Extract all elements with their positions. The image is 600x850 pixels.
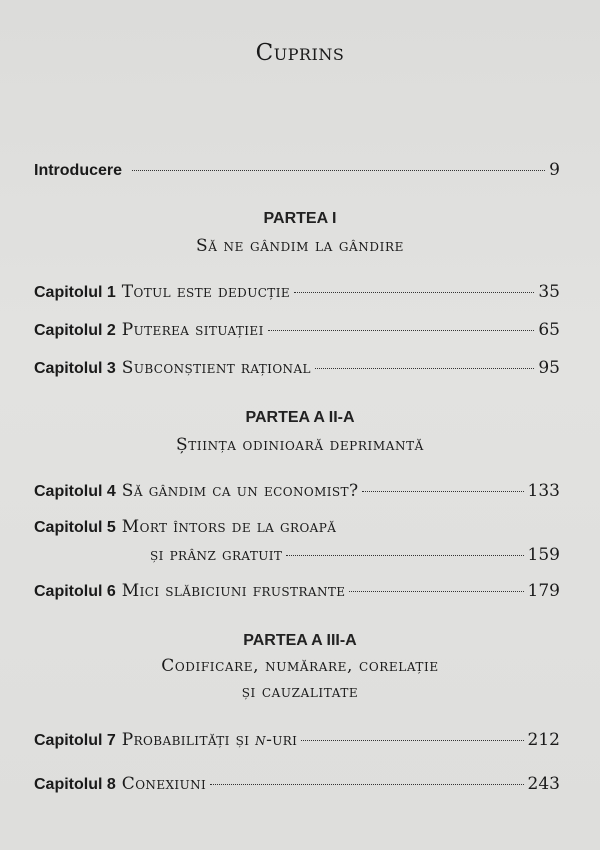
dot-leader bbox=[286, 555, 523, 556]
toc-entry-chapter-4 bbox=[34, 481, 560, 501]
toc-entry-intro bbox=[34, 160, 560, 180]
page-number: 133 bbox=[527, 481, 560, 501]
intro-label: Introducere bbox=[34, 162, 123, 179]
chapter-label: Capitolul 6 bbox=[34, 583, 116, 600]
chapter-title: Subconștient rațional bbox=[121, 358, 311, 378]
page-number: 179 bbox=[527, 581, 560, 601]
chapter-title: Conexiuni bbox=[121, 774, 207, 794]
chapter-title: Să gândim ca un economist? bbox=[121, 481, 359, 501]
chapter-title-post: -uri bbox=[266, 730, 298, 750]
chapter-label: Capitolul 7 bbox=[34, 732, 116, 749]
chapter-title-italic: n bbox=[255, 730, 267, 750]
dot-leader bbox=[132, 170, 545, 171]
dot-leader bbox=[301, 740, 523, 741]
chapter-title bbox=[122, 730, 298, 750]
chapter-title: Totul este deducție bbox=[121, 282, 290, 302]
toc-entry-chapter-8 bbox=[34, 774, 560, 794]
chapter-label: Capitolul 2 bbox=[34, 322, 116, 339]
chapter-title-line-1: Mort întors de la groapă bbox=[121, 517, 337, 537]
part-2-label: PARTEA A II-A bbox=[245, 409, 355, 426]
page-title: Cuprins bbox=[255, 40, 345, 66]
chapter-label: Capitolul 1 bbox=[34, 284, 116, 301]
page-number: 95 bbox=[538, 358, 560, 378]
page-number: 212 bbox=[527, 730, 560, 750]
chapter-label: Capitolul 8 bbox=[34, 776, 116, 793]
chapter-label: Capitolul 5 bbox=[34, 519, 116, 536]
chapter-label: Capitolul 4 bbox=[34, 483, 116, 500]
part-3-label: PARTEA A III-A bbox=[243, 632, 357, 649]
chapter-title: Puterea situației bbox=[121, 320, 264, 340]
toc-entry-chapter-5-continued bbox=[150, 545, 560, 565]
chapter-title-line-2: și prânz gratuit bbox=[150, 545, 283, 565]
page-number: 9 bbox=[549, 160, 560, 180]
page-number: 65 bbox=[538, 320, 560, 340]
toc-entry-chapter-6 bbox=[34, 581, 560, 601]
part-1-title: Să ne gândim la gândire bbox=[196, 236, 404, 256]
part-3-title-line-2: și cauzalitate bbox=[241, 682, 359, 702]
toc-entry-chapter-1 bbox=[34, 282, 560, 302]
dot-leader bbox=[315, 368, 534, 369]
chapter-title-pre: Probabilități și bbox=[121, 730, 256, 750]
show-through-text: ⠀ bbox=[380, 2, 391, 18]
chapter-label: Capitolul 3 bbox=[34, 360, 116, 377]
toc-entry-chapter-5 bbox=[34, 517, 560, 537]
toc-entry-chapter-7 bbox=[34, 730, 560, 750]
part-3-title-line-1: Codificare, numărare, corelație bbox=[161, 656, 439, 676]
dot-leader bbox=[268, 330, 535, 331]
part-2-title: Știința odinioară deprimantă bbox=[176, 435, 424, 455]
part-1-label: PARTEA I bbox=[263, 210, 337, 227]
chapter-title: Mici slăbiciuni frustrante bbox=[121, 581, 346, 601]
dot-leader bbox=[210, 784, 523, 785]
toc-entry-chapter-3 bbox=[34, 358, 560, 378]
toc-entry-chapter-2 bbox=[34, 320, 560, 340]
dot-leader bbox=[362, 491, 523, 492]
page-number: 159 bbox=[527, 545, 560, 565]
dot-leader bbox=[294, 292, 534, 293]
dot-leader bbox=[349, 591, 523, 592]
page-number: 243 bbox=[527, 774, 560, 794]
page-number: 35 bbox=[538, 282, 560, 302]
